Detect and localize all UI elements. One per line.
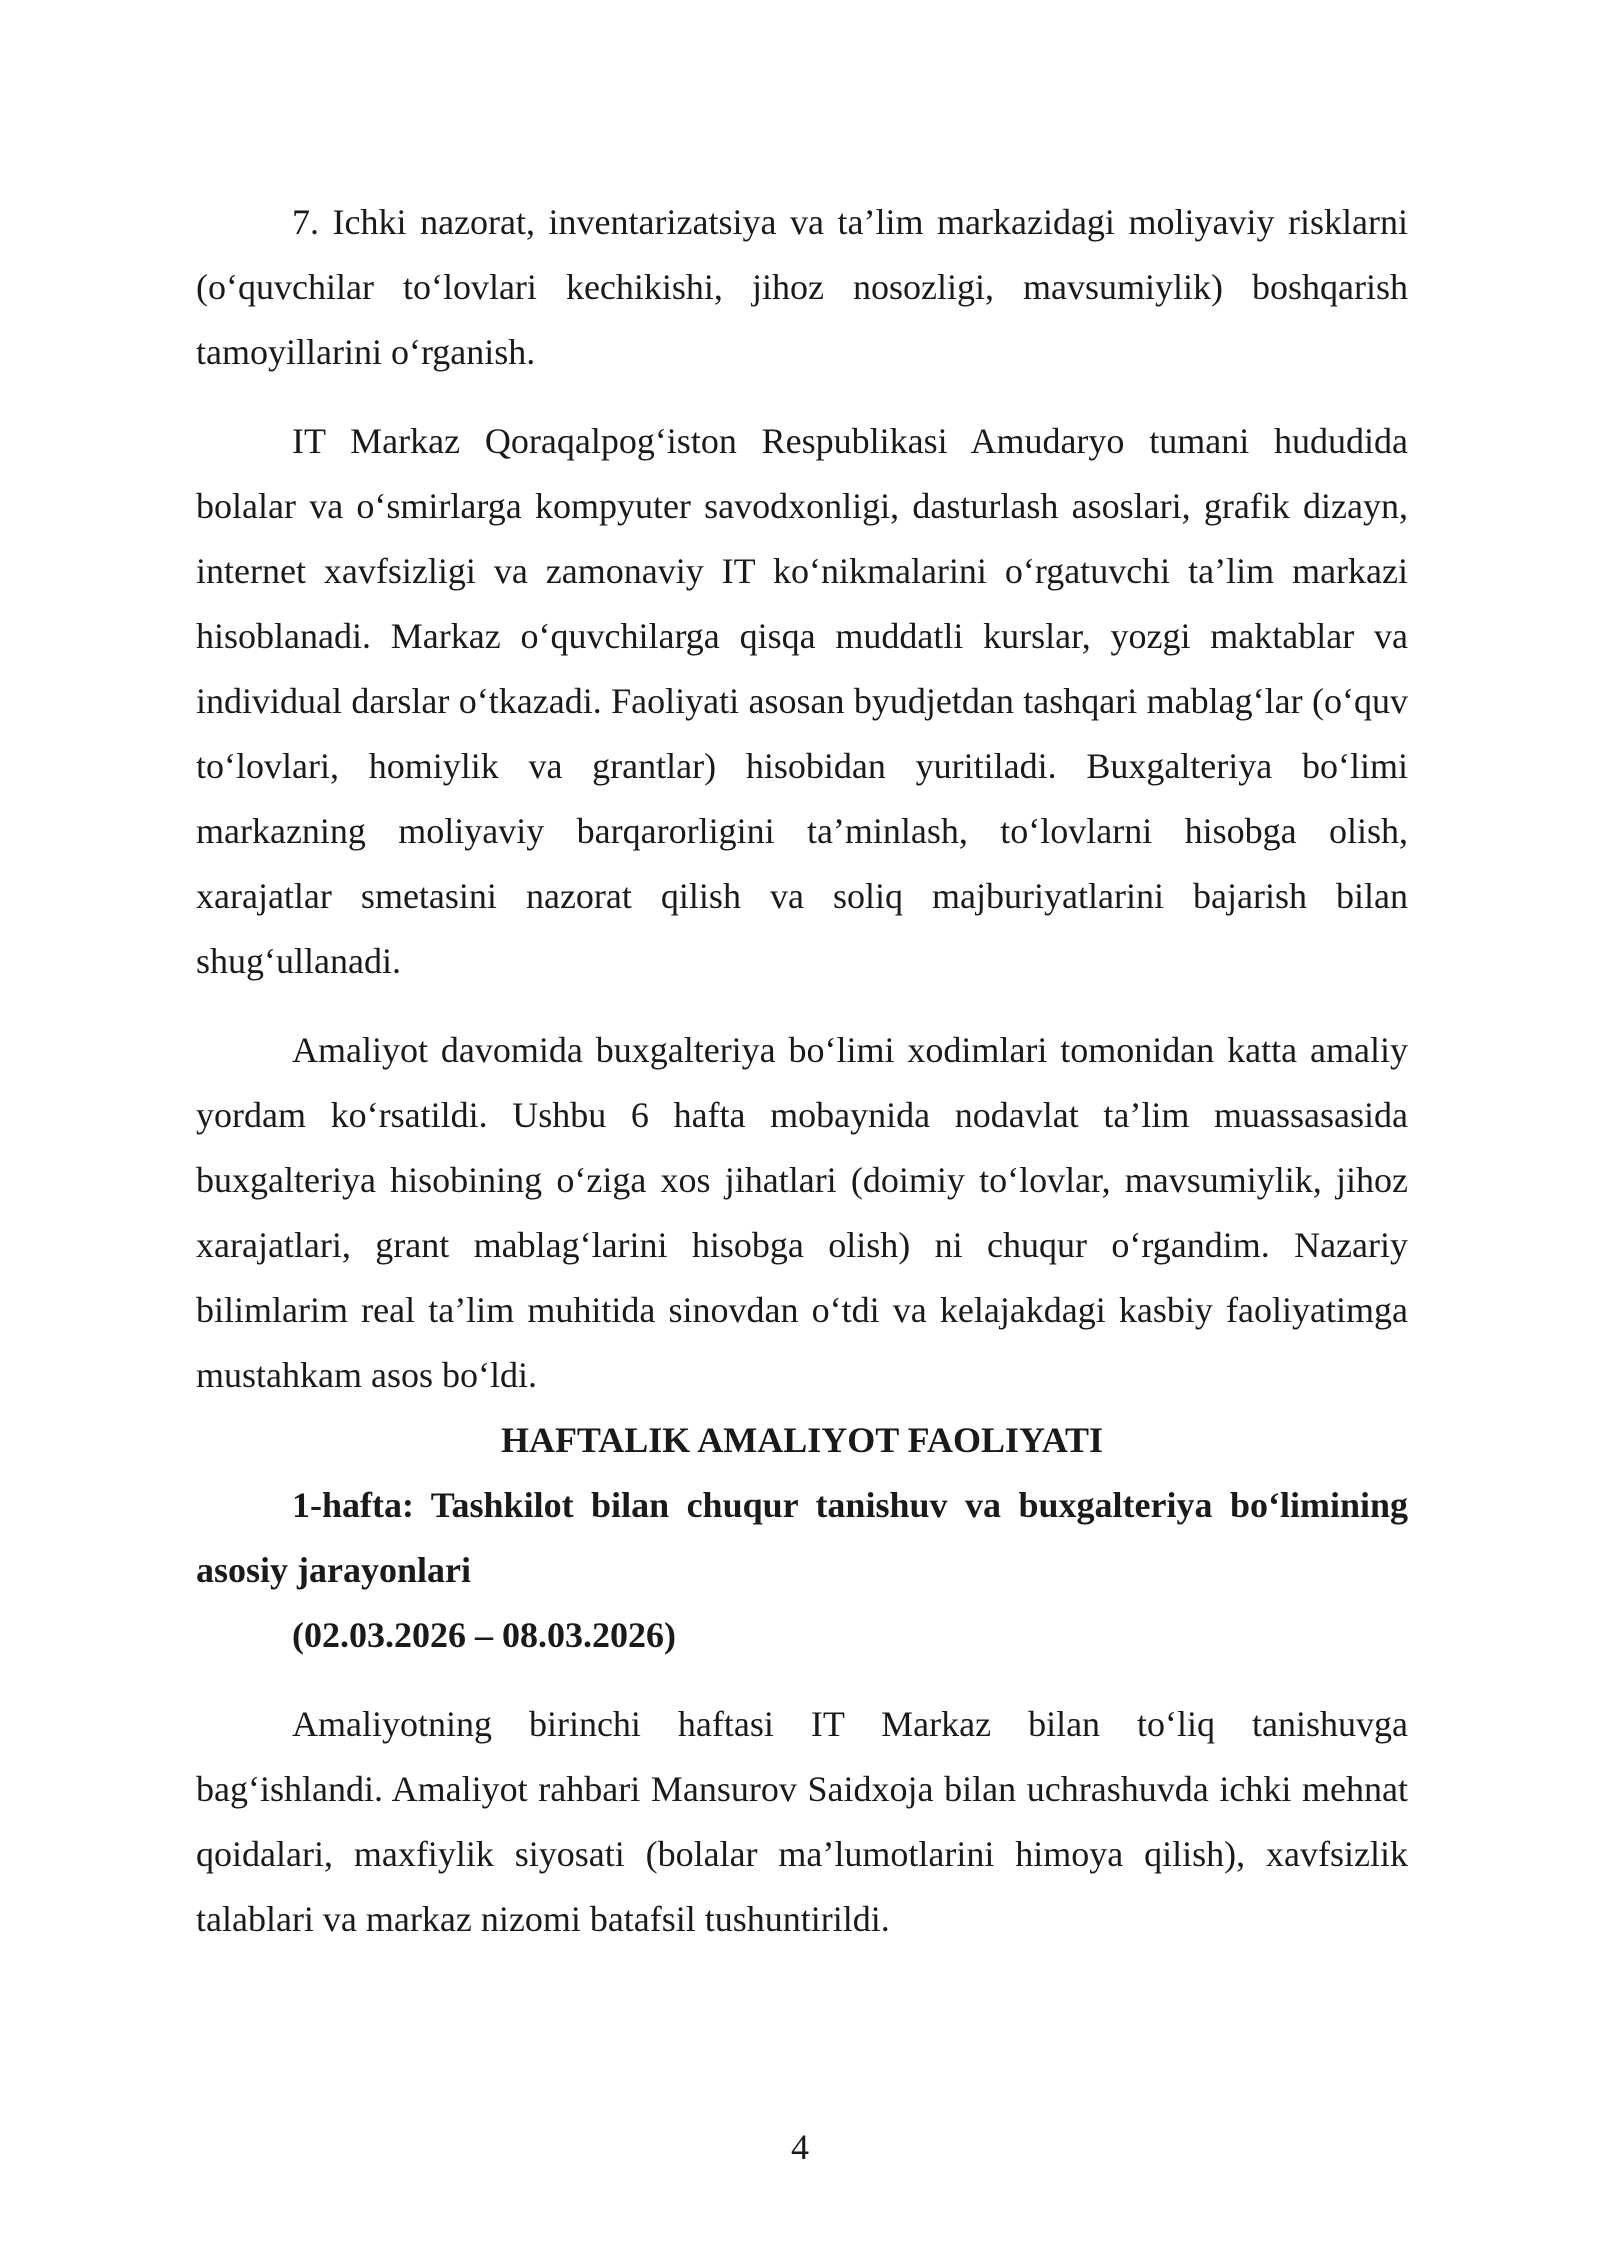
paragraph-item-7: 7. Ichki nazorat, inventarizatsiya va ta’lim markazidagi moliyaviy risklarni (o‘quvchilar to‘lovlari kechikishi, jihoz nosozligi, mavsumiylik) boshqarish tamoyillarini o‘rganish. — [196, 202, 1408, 372]
week-1-paragraph: Amaliyotning birinchi haftasi IT Markaz bilan to‘liq tanishuvga bag‘ishlandi. Amaliyot rahbari Mansurov Saidxoja bilan uchrashuvda ichki mehnat qoidalari, maxfiylik siyosati (bolalar ma’lumotlarini himoya qilish), xavfsizlik talablari va markaz nizomi batafsil tushuntirildi. — [196, 1704, 1408, 1939]
document-page — [196, 190, 1408, 1952]
section-heading: HAFTALIK AMALIYOT FAOLIYATI — [500, 1420, 1104, 1460]
page-number: 4 — [791, 2127, 809, 2167]
paragraph-organization-intro: IT Markaz Qoraqalpog‘iston Respublikasi Amudaryo tumani hududida bolalar va o‘smirlarga kompyuter savodxonligi, dasturlash asoslari, grafik dizayn, internet xavfsizligi va zamonaviy IT ko‘nikmalarini o‘rgatuvchi ta’lim markazi hisoblanadi. Markaz o‘quvchilarga qisqa muddatli kurslar, yozgi maktablar va individual darslar o‘tkazadi. Faoliyati asosan byudjetdan tashqari mablag‘lar (o‘quv to‘lovlari, homiylik va grantlar) hisobidan yuritiladi. Buxgalteriya bo‘limi markazning moliyaviy barqarorligini ta’minlash, to‘lovlarni hisobga olish, xarajatlar smetasini nazorat qilish va soliq majburiyatlarini bajarish bilan shug‘ullanadi. — [196, 421, 1408, 981]
week-1-dates: (02.03.2026 – 08.03.2026) — [292, 1615, 676, 1655]
week-1-title: 1-hafta: Tashkilot bilan chuqur tanishuv va buxgalteriya bo‘limining asosiy jarayonlari — [196, 1485, 1408, 1590]
paragraph-practice-summary: Amaliyot davomida buxgalteriya bo‘limi xodimlari tomonidan katta amaliy yordam ko‘rsatildi. Ushbu 6 hafta mobaynida nodavlat ta’lim muassasasida buxgalteriya hisobining o‘ziga xos jihatlari (doimiy to‘lovlar, mavsumiylik, jihoz xarajatlari, grant mablag‘larini hisobga olish) ni chuqur o‘rgandim. Nazariy bilimlarim real ta’lim muhitida sinovdan o‘tdi va kelajakdagi kasbiy faoliyatimga mustahkam asos bo‘ldi. — [196, 1030, 1408, 1395]
